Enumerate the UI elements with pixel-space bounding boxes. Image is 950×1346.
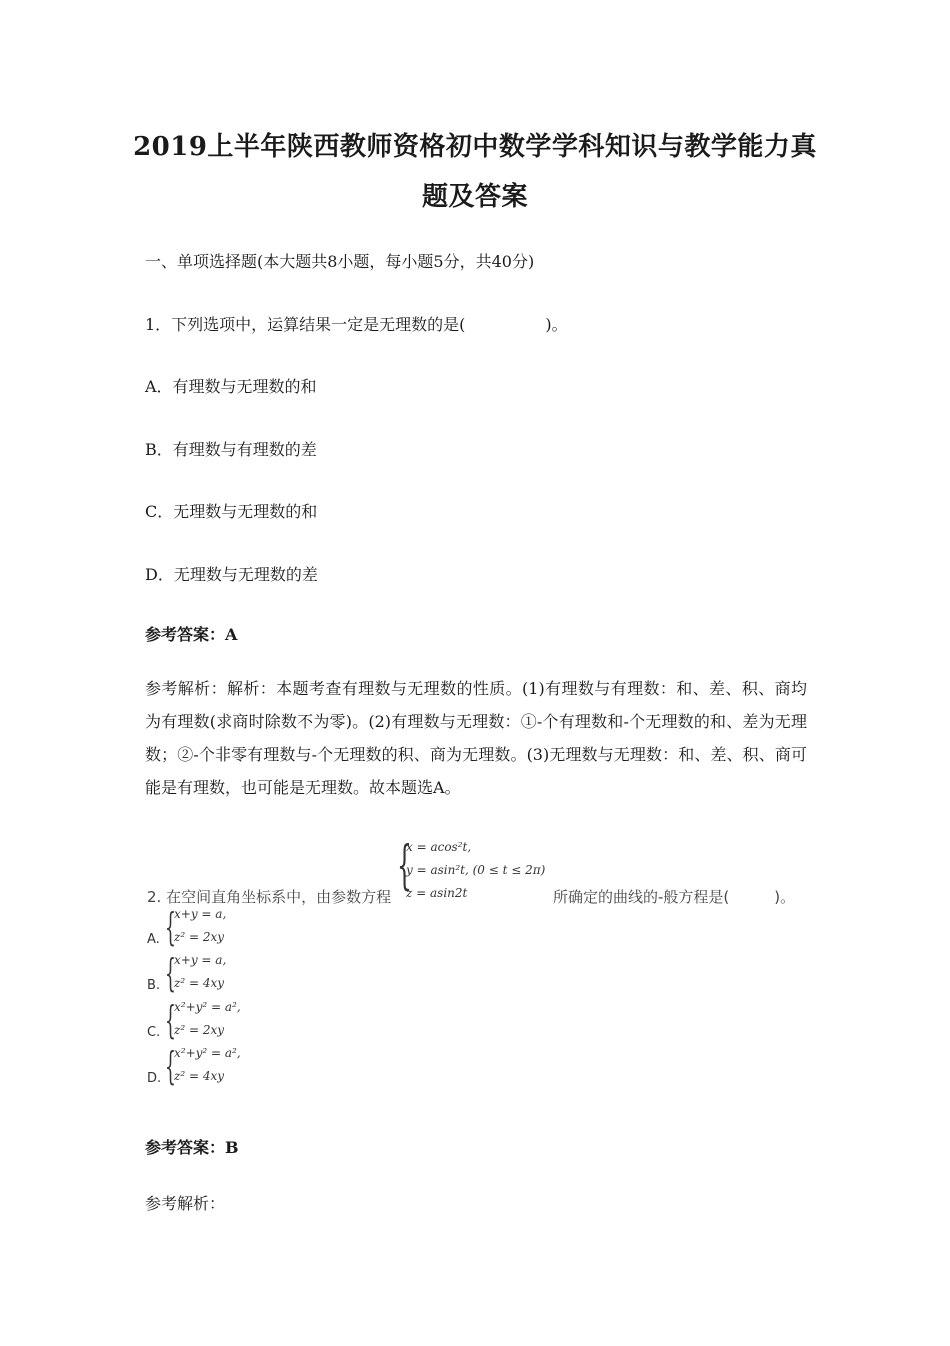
document-title-line1: 2019上半年陕西教师资格初中数学学科知识与教学能力真 — [133, 132, 817, 162]
q1-option-c: C．无理数与无理数的和 — [145, 502, 318, 521]
q2-answer: 参考答案：B — [145, 1138, 239, 1157]
q2-stem-left: 2. 在空间直角坐标系中，由参数方程 — [147, 888, 392, 906]
q1-stem: 1．下列选项中，运算结果一定是无理数的是( )。 — [145, 315, 568, 334]
q2-option-c-brace-icon: { — [165, 998, 176, 1042]
q2-option-d-eq1: x²+y² = a², — [174, 1046, 241, 1060]
q2-option-d-label: D. — [147, 1071, 162, 1086]
q2-option-b-eq1: x+y = a, — [174, 953, 227, 967]
q2-option-b-label: B. — [147, 978, 161, 993]
q2-option-a-label: A. — [147, 932, 160, 947]
q2-option-d-eq2: z² = 4xy — [174, 1069, 224, 1083]
document-title-line2: 题及答案 — [421, 182, 528, 212]
q2-stem-right: 所确定的曲线的-般方程是( )。 — [553, 888, 796, 906]
q1-option-a: A．有理数与无理数的和 — [145, 377, 317, 396]
q2-option-c-eq2: z² = 2xy — [174, 1023, 224, 1037]
q2-option-c-eq1: x²+y² = a², — [174, 1000, 241, 1014]
q2-option-a-eq1: x+y = a, — [174, 907, 227, 921]
q2-option-b-brace-icon: { — [165, 951, 176, 995]
q2-option-a-eq2: z² = 2xy — [174, 930, 224, 944]
q2-analysis: 参考解析： — [145, 1194, 226, 1213]
section-heading: 一、单项选择题(本大题共8小题，每小题5分，共40分) — [145, 252, 535, 271]
q1-option-b: B．有理数与有理数的差 — [145, 440, 317, 459]
q2-option-d-brace-icon: { — [165, 1044, 176, 1088]
q2-eq-line1: x = acos²t, — [406, 840, 472, 854]
q2-eq-line3: z = asin2t — [406, 886, 468, 900]
q2-option-b-eq2: z² = 4xy — [174, 976, 224, 990]
q1-answer: 参考答案：A — [145, 625, 238, 644]
q2-option-a-brace-icon: { — [165, 905, 176, 949]
q2-eq-line2: y = asin²t, (0 ≤ t ≤ 2π) — [406, 863, 546, 877]
q2-option-c-label: C. — [147, 1025, 161, 1040]
q1-analysis: 参考解析：解析：本题考查有理数与无理数的性质。(1)有理数与有理数：和、差、积、商均为有理数(求商时除数不为零)。(2)有理数与无理数：①-个有理数和-个无理数的和、差为无理数；②-个非零有理数与-个无理数的积、商为无理数。(3)无理数与无理数：和、差、积、商可能是有理数，也可能是无理数。故本题选A。 — [145, 679, 807, 797]
q2-brace-icon: { — [397, 836, 412, 896]
q1-option-d: D．无理数与无理数的差 — [145, 565, 318, 584]
